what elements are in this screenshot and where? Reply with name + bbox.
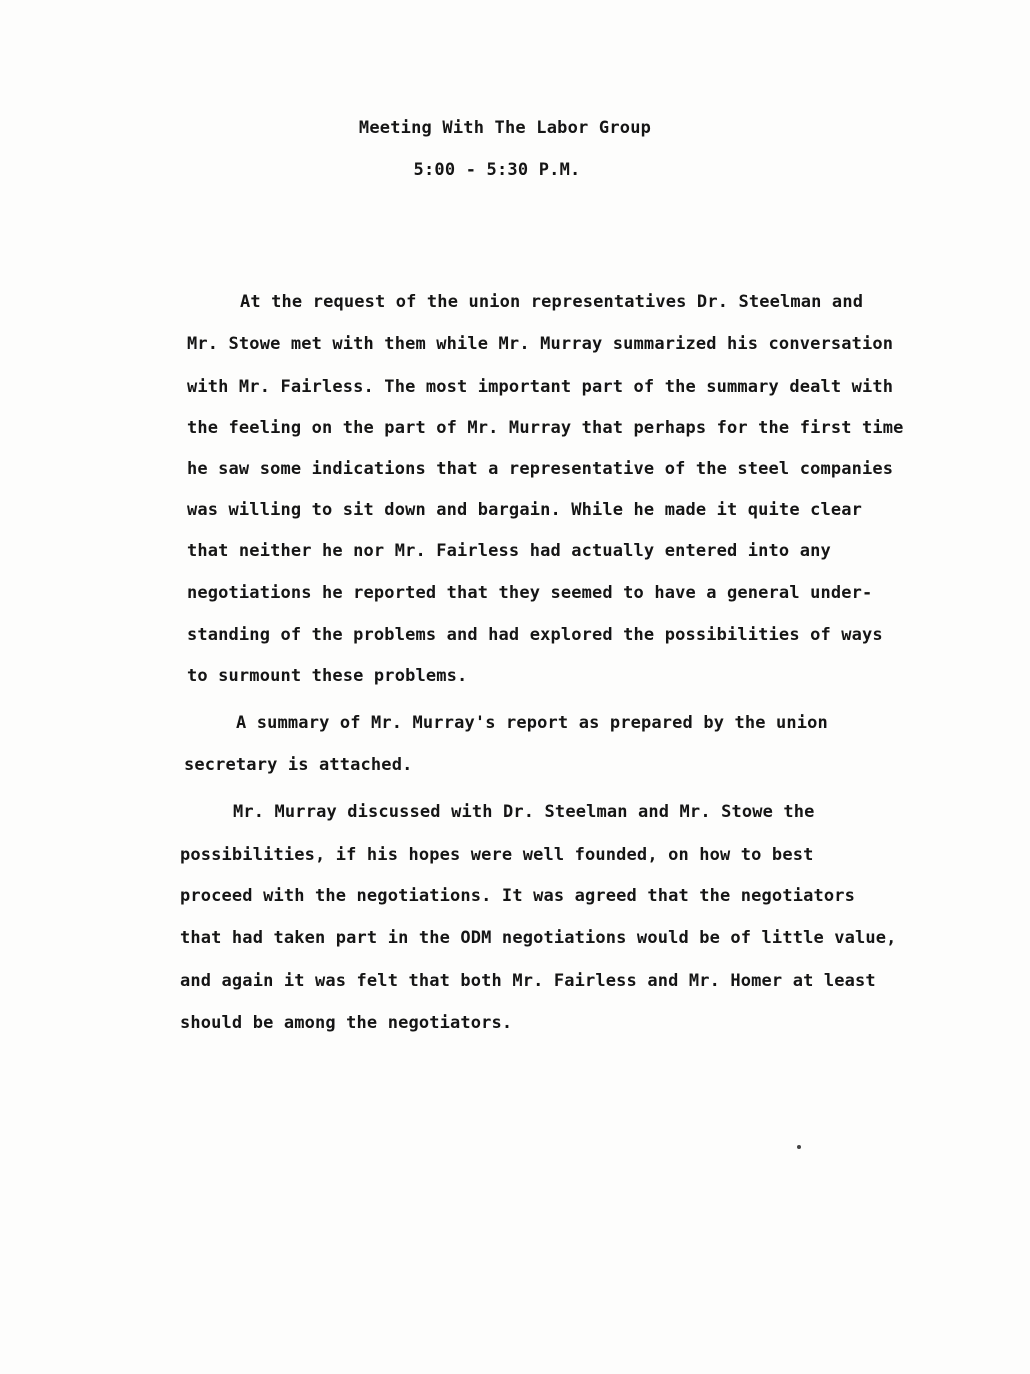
paper-speck — [797, 1145, 801, 1149]
paragraph-2-line-1: A summary of Mr. Murray's report as prepared by the union — [236, 713, 828, 733]
paragraph-1-line-1: At the request of the union representatives Dr. Steelman and — [240, 292, 864, 312]
paragraph-1-line-4: the feeling on the part of Mr. Murray that perhaps for the first time — [187, 418, 904, 438]
paragraph-1-line-9: standing of the problems and had explored the possibilities of ways — [187, 625, 883, 645]
paragraph-3-line-5: and again it was felt that both Mr. Fairless and Mr. Homer at least — [180, 971, 876, 991]
paragraph-1-line-2: Mr. Stowe met with them while Mr. Murray summarized his conversation — [187, 334, 894, 354]
paragraph-1-line-6: was willing to sit down and bargain. While he made it quite clear — [187, 500, 863, 520]
paragraph-1-line-3: with Mr. Fairless. The most important part of the summary dealt with — [187, 377, 894, 397]
paragraph-3-line-2: possibilities, if his hopes were well founded, on how to best — [180, 845, 814, 865]
paragraph-3-line-4: that had taken part in the ODM negotiations would be of little value, — [180, 928, 897, 948]
paragraph-1-line-8: negotiations he reported that they seemed to have a general under- — [187, 583, 873, 603]
meeting-time: 5:00 - 5:30 P.M. — [413, 160, 581, 180]
paragraph-3-line-1: Mr. Murray discussed with Dr. Steelman and Mr. Stowe the — [233, 802, 815, 822]
paragraph-3-line-6: should be among the negotiators. — [180, 1013, 513, 1033]
paragraph-1-line-10: to surmount these problems. — [187, 666, 468, 686]
document-title: Meeting With The Labor Group — [358, 118, 652, 138]
paragraph-3-line-3: proceed with the negotiations. It was agreed that the negotiators — [180, 886, 856, 906]
paragraph-2-line-2: secretary is attached. — [184, 755, 413, 775]
paragraph-1-line-7: that neither he nor Mr. Fairless had actually entered into any — [187, 541, 831, 561]
paragraph-1-line-5: he saw some indications that a representative of the steel companies — [187, 459, 894, 479]
